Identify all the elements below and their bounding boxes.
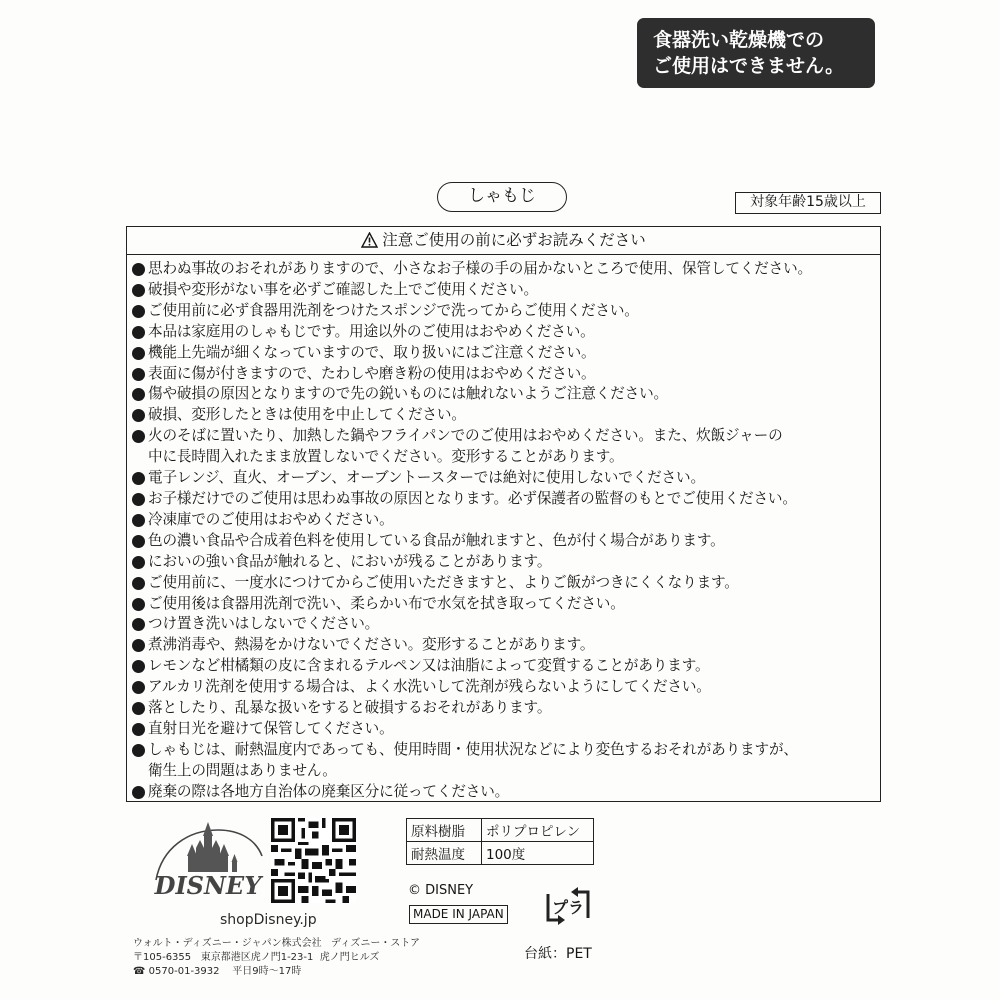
table-row	[407, 842, 594, 865]
caution-item: 火のそばに置いたり、加熱した鍋やフライパンでのご使用はおやめください。また、炊飯ジャーの 中に長時間入れたまま放置しないでください。変形することがあります。	[131, 426, 880, 468]
caution-item: 電子レンジ、直火、オーブン、オーブントースターでは絶対に使用しないでください。	[131, 468, 880, 489]
bullet-icon	[132, 514, 145, 527]
caution-item: アルカリ洗剤を使用する場合は、よく水洗いして洗剤が残らないようにしてください。	[131, 677, 880, 698]
heat-resistance-value: 100度	[482, 842, 594, 865]
caution-item: 破損や変形がない事を必ずご確認した上でご使用ください。	[131, 280, 880, 301]
bullet-icon	[132, 660, 145, 673]
caution-item: お子様だけでのご使用は思わぬ事故の原因となります。必ず保護者の監督のもとでご使用ください。	[131, 489, 880, 510]
disney-castle-logo	[148, 818, 268, 900]
bullet-icon	[132, 326, 145, 339]
caution-item: ご使用後は食器用洗剤で洗い、柔らかい布で水気を拭き取ってください。	[131, 594, 880, 615]
caution-item: 色の濃い食品や合成着色料を使用している食品が触れますと、色が付く場合があります。	[131, 531, 880, 552]
bullet-icon	[132, 388, 145, 401]
caution-item: レモンなど柑橘類の皮に含まれるテルペン又は油脂によって変質することがあります。	[131, 656, 880, 677]
shop-url[interactable]: shopDisney.jp	[220, 912, 317, 928]
bullet-icon	[132, 472, 145, 485]
bullet-icon	[132, 347, 145, 360]
bullet-icon	[132, 786, 145, 799]
caution-item: 傷や破損の原因となりますので先の鋭いものには触れないようご注意ください。	[131, 384, 880, 405]
plastic-recycle-icon	[540, 880, 596, 932]
caution-item: 落としたり、乱暴な扱いをすると破損するおそれがあります。	[131, 698, 880, 719]
caution-header-text: 注意ご使用の前に必ずお読みください	[382, 231, 646, 249]
bullet-icon	[132, 430, 145, 443]
bullet-icon	[132, 723, 145, 736]
dishwasher-warning-line2: ご使用はできません。	[653, 55, 845, 77]
bullet-icon	[132, 681, 145, 694]
building-name: 虎ノ門ヒルズ	[319, 952, 380, 963]
bullet-icon	[132, 618, 145, 631]
caution-item: ご使用前に必ず食器用洗剤をつけたスポンジで洗ってからご使用ください。	[131, 301, 880, 322]
age-restriction-label: 対象年齢15歳以上	[735, 192, 881, 214]
product-name-label: しゃもじ	[437, 182, 567, 212]
phone-icon: ☎	[133, 966, 146, 977]
bullet-icon	[132, 744, 145, 757]
made-in-japan-label: MADE IN JAPAN	[409, 905, 508, 924]
postal-code: 〒105-6355	[133, 952, 192, 963]
caution-box	[126, 226, 881, 802]
company-name: ウォルト・ディズニー・ジャパン株式会社	[133, 938, 322, 949]
caution-list	[127, 255, 880, 803]
bullet-icon	[132, 284, 145, 297]
caution-item: 廃棄の際は各地方自治体の廃棄区分に従ってください。	[131, 782, 880, 803]
company-info	[133, 937, 420, 979]
caution-item: しゃもじは、耐熱温度内であっても、使用時間・使用状況などにより変色するおそれがありますが、 衛生上の問題はありません。	[131, 740, 880, 782]
caution-item: つけ置き洗いはしないでください。	[131, 614, 880, 635]
business-hours: 平日9時～17時	[232, 966, 302, 977]
heat-resistance-label: 耐熱温度	[407, 842, 482, 865]
bullet-icon	[132, 598, 145, 611]
material-table	[406, 818, 594, 865]
bullet-icon	[132, 702, 145, 715]
bullet-icon	[132, 263, 145, 276]
caution-item: 思わぬ事故のおそれがありますので、小さなお子様の手の届かないところで使用、保管してください。	[131, 259, 880, 280]
resin-value: ポリプロピレン	[482, 819, 594, 842]
caution-item: においの強い食品が触れると、においが残ることがあります。	[131, 552, 880, 573]
bullet-icon	[132, 409, 145, 422]
disney-logo-text: DISNEY	[154, 871, 262, 900]
copyright-notice: © DISNEY	[408, 883, 474, 898]
caution-item: 煮沸消毒や、熱湯をかけないでください。変形することがあります。	[131, 635, 880, 656]
address: 東京都港区虎ノ門1-23-1	[200, 952, 314, 963]
caution-item: 冷凍庫でのご使用はおやめください。	[131, 510, 880, 531]
bullet-icon	[132, 639, 145, 652]
recycle-mark-text: プラ	[551, 898, 585, 917]
warning-triangle-icon	[361, 232, 378, 248]
phone-number: 0570-01-3932	[148, 966, 220, 977]
bullet-icon	[132, 577, 145, 590]
bullet-icon	[132, 493, 145, 506]
caution-item: 機能上先端が細くなっていますので、取り扱いにはご注意ください。	[131, 343, 880, 364]
dishwasher-warning-line1: 食器洗い乾燥機での	[653, 29, 825, 51]
caution-item: 本品は家庭用のしゃもじです。用途以外のご使用はおやめください。	[131, 322, 880, 343]
bullet-icon	[132, 556, 145, 569]
resin-label: 原料樹脂	[407, 819, 482, 842]
backing-material-label: 台紙：PET	[524, 946, 592, 962]
store-name: ディズニー・ストア	[331, 938, 421, 949]
caution-item: 破損、変形したときは使用を中止してください。	[131, 405, 880, 426]
caution-item: ご使用前に、一度水につけてからご使用いただきますと、よりご飯がつきにくくなります。	[131, 573, 880, 594]
bullet-icon	[132, 305, 145, 318]
bullet-icon	[132, 368, 145, 381]
caution-item: 表面に傷が付きますので、たわしや磨き粉の使用はおやめください。	[131, 364, 880, 385]
caution-item: 直射日光を避けて保管してください。	[131, 719, 880, 740]
table-row	[407, 819, 594, 842]
bullet-icon	[132, 535, 145, 548]
caution-header	[127, 227, 880, 255]
dishwasher-warning-badge	[637, 18, 875, 88]
qr-code[interactable]	[271, 818, 356, 903]
